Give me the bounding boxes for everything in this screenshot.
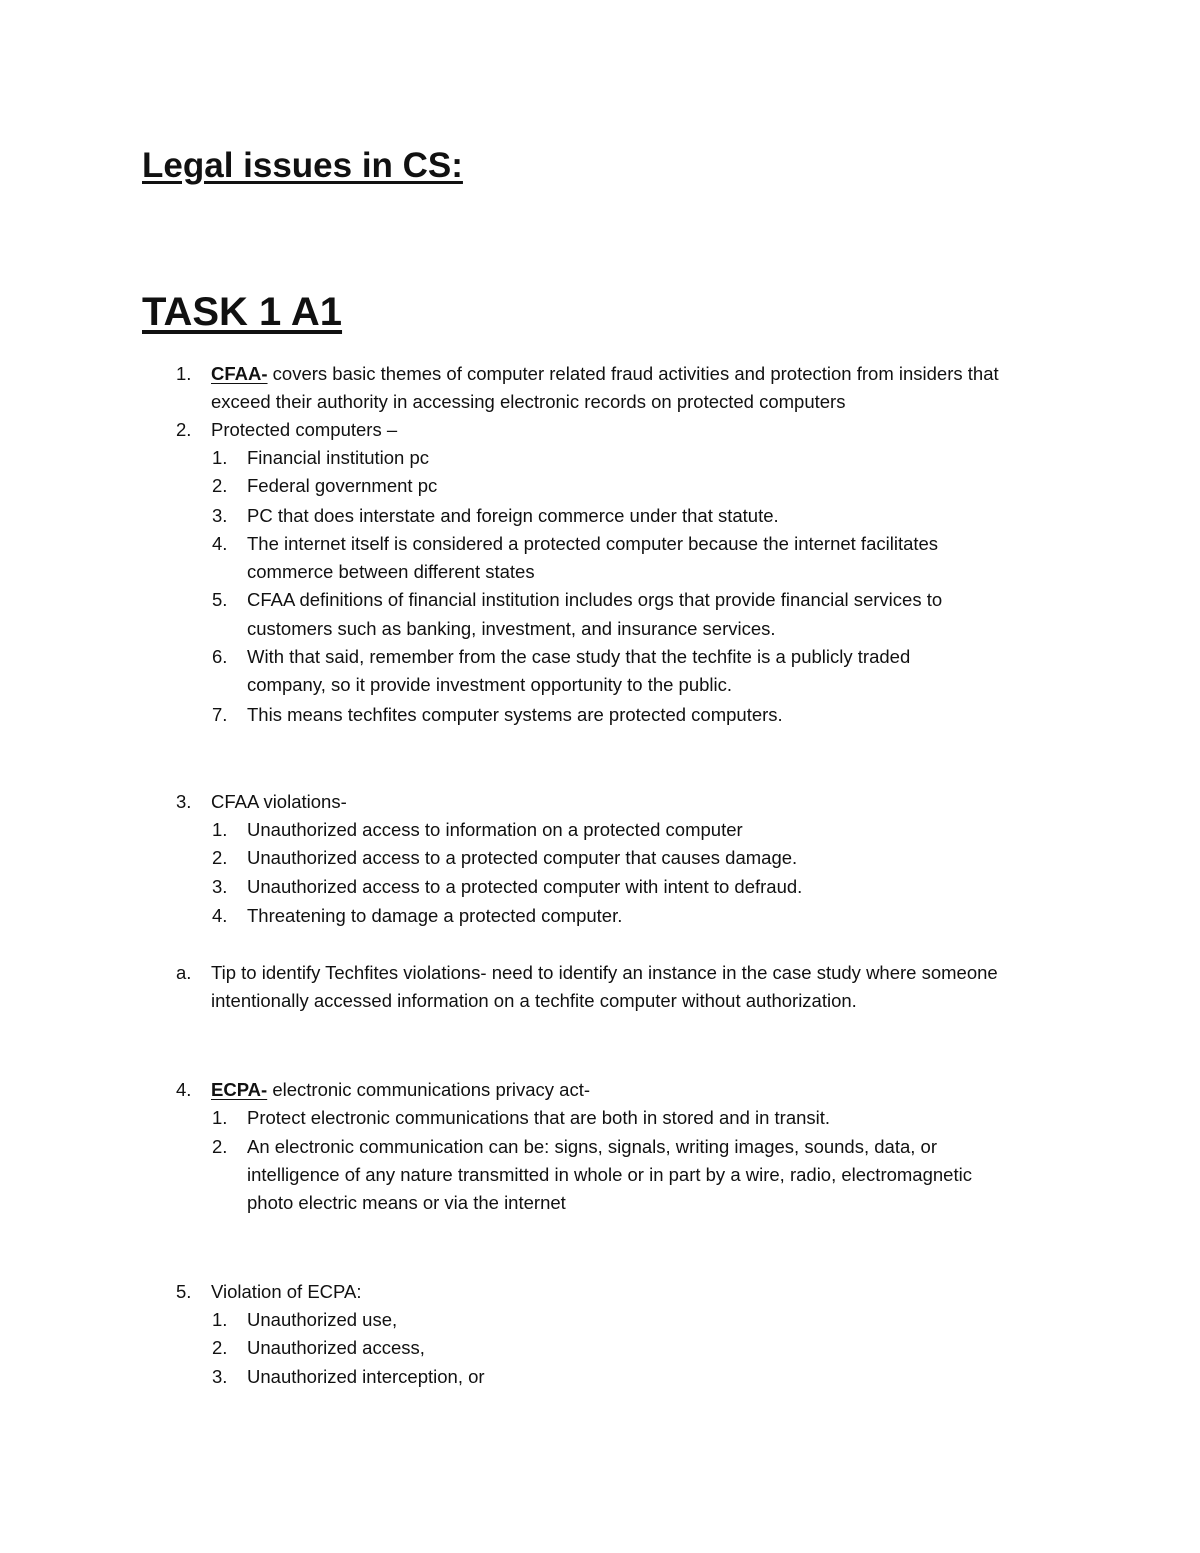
- sub-number: 2.: [212, 1337, 228, 1358]
- sub-item-line: Unauthorized access to a protected computer with intent to defraud.: [247, 876, 803, 897]
- sub-item-line: CFAA definitions of financial institution includes orgs that provide financial services to: [247, 589, 943, 610]
- sub-number: 4.: [212, 533, 228, 554]
- list-number: 5.: [176, 1281, 192, 1302]
- list-item-text: covers basic themes of computer related fraud activities and protection from insiders that: [267, 363, 999, 384]
- sub-number: 2.: [212, 847, 228, 868]
- sub-item-line: Protect electronic communications that are both in stored and in transit.: [247, 1107, 831, 1128]
- sub-item-line: Financial institution pc: [247, 447, 430, 468]
- list-item-line: Tip to identify Techfites violations- need to identify an instance in the case study where someone: [211, 962, 998, 983]
- sub-number: 1.: [212, 1107, 228, 1128]
- sub-item-line: This means techfites computer systems are protected computers.: [247, 704, 783, 725]
- sub-number: 2.: [212, 475, 228, 496]
- list-item-line: Protected computers –: [211, 419, 398, 440]
- list-letter: a.: [176, 962, 192, 983]
- list-number: 2.: [176, 419, 192, 440]
- list-item-line: exceed their authority in accessing electronic records on protected computers: [211, 391, 846, 412]
- sub-item-line: company, so it provide investment opportunity to the public.: [247, 674, 733, 695]
- sub-item-line: commerce between different states: [247, 561, 535, 582]
- sub-item-line: customers such as banking, investment, and insurance services.: [247, 618, 776, 639]
- list-item-text: electronic communications privacy act-: [267, 1079, 591, 1100]
- sub-number: 2.: [212, 1136, 228, 1157]
- list-number: 1.: [176, 363, 192, 384]
- sub-item-line: intelligence of any nature transmitted in whole or in part by a wire, radio, electromagnetic: [247, 1164, 972, 1185]
- list-item-line: [211, 360, 999, 388]
- sub-item-line: Threatening to damage a protected computer.: [247, 905, 623, 926]
- sub-item-line: The internet itself is considered a protected computer because the internet facilitates: [247, 533, 939, 554]
- sub-number: 6.: [212, 646, 228, 667]
- sub-item-line: Unauthorized use,: [247, 1309, 398, 1330]
- list-item-line: intentionally accessed information on a techfite computer without authorization.: [211, 990, 857, 1011]
- sub-item-line: An electronic communication can be: signs, signals, writing images, sounds, data, or: [247, 1136, 937, 1157]
- sub-item-line: Unauthorized access,: [247, 1337, 425, 1358]
- list-item-line: Violation of ECPA:: [211, 1281, 362, 1302]
- sub-item-line: Unauthorized access to information on a protected computer: [247, 819, 743, 840]
- sub-number: 7.: [212, 704, 228, 725]
- sub-number: 1.: [212, 447, 228, 468]
- list-number: 4.: [176, 1079, 192, 1100]
- term-ecpa: ECPA-: [211, 1079, 268, 1100]
- sub-number: 3.: [212, 505, 228, 526]
- sub-item-line: Unauthorized access to a protected computer that causes damage.: [247, 847, 798, 868]
- sub-item-line: PC that does interstate and foreign commerce under that statute.: [247, 505, 779, 526]
- sub-number: 3.: [212, 1366, 228, 1387]
- term-cfaa: CFAA-: [211, 363, 268, 384]
- sub-number: 1.: [212, 1309, 228, 1330]
- sub-number: 4.: [212, 905, 228, 926]
- sub-number: 3.: [212, 876, 228, 897]
- sub-number: 1.: [212, 819, 228, 840]
- list-number: 3.: [176, 791, 192, 812]
- sub-item-line: photo electric means or via the internet: [247, 1192, 566, 1213]
- sub-number: 5.: [212, 589, 228, 610]
- list-item-line: [211, 1076, 590, 1104]
- sub-item-line: Federal government pc: [247, 475, 438, 496]
- list-item-line: CFAA violations-: [211, 791, 347, 812]
- sub-item-line: With that said, remember from the case study that the techfite is a publicly traded: [247, 646, 911, 667]
- task-heading: TASK 1 A1: [142, 290, 343, 334]
- page-title: Legal issues in CS:: [142, 146, 463, 185]
- sub-item-line: Unauthorized interception, or: [247, 1366, 485, 1387]
